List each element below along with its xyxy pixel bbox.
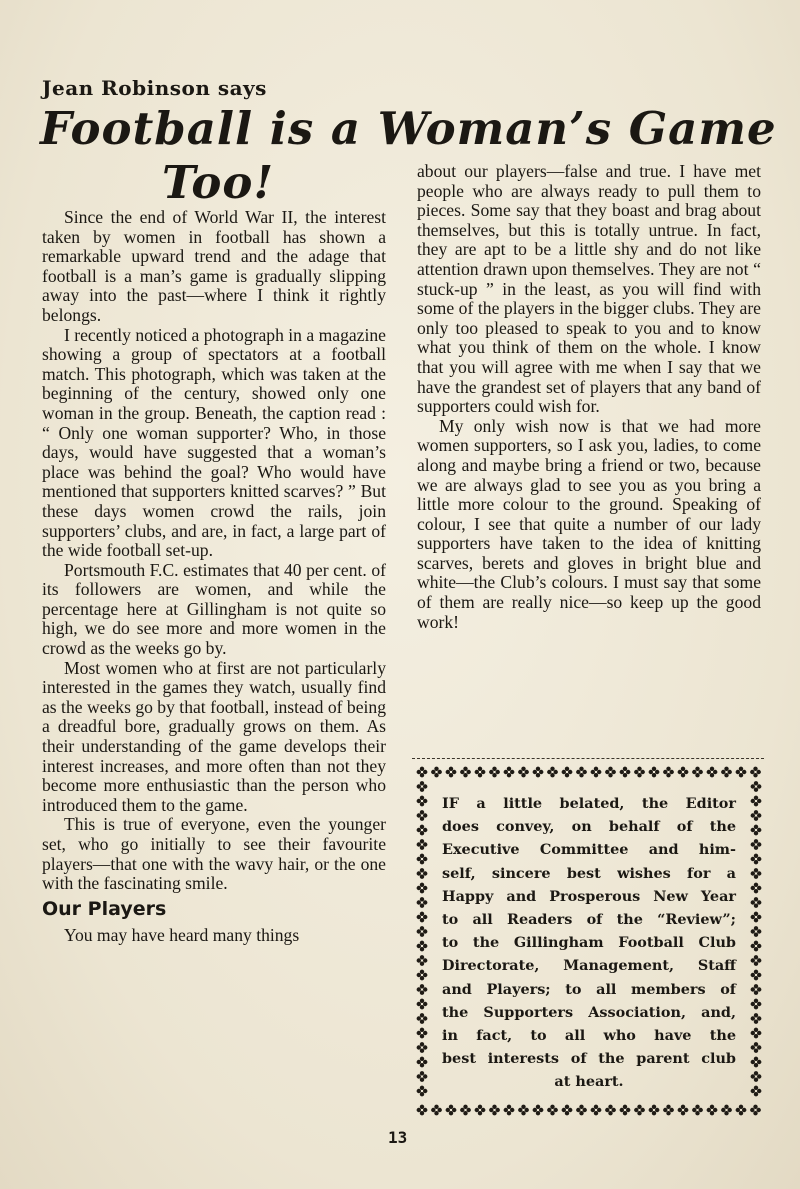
ornament-icon xyxy=(417,781,428,792)
notice-line: does convey, on behalf of the xyxy=(442,818,736,836)
article-title-continued: Too! xyxy=(162,156,275,209)
ornament-icon xyxy=(417,999,428,1010)
ornament-icon xyxy=(417,897,428,908)
ornament-icon xyxy=(417,970,428,981)
ornament-icon xyxy=(591,767,602,778)
ornament-icon xyxy=(707,767,718,778)
editor-notice-box xyxy=(414,764,764,1118)
ornament-icon xyxy=(417,868,428,879)
ornament-icon xyxy=(446,767,457,778)
ornament-icon xyxy=(475,1105,486,1116)
ornament-icon xyxy=(751,984,762,995)
ornament-icon xyxy=(751,883,762,894)
ornament-icon xyxy=(417,1086,428,1097)
ornament-icon xyxy=(417,839,428,850)
ornament-icon xyxy=(417,1013,428,1024)
notice-line: IF a little belated, the Editor xyxy=(442,795,736,812)
ornament-icon xyxy=(518,767,529,778)
ornament-icon xyxy=(649,1105,660,1116)
ornament-icon xyxy=(751,839,762,850)
left-column xyxy=(42,208,386,945)
ornament-icon xyxy=(605,767,616,778)
ornament-icon xyxy=(721,767,732,778)
ornament-icon xyxy=(663,767,674,778)
paragraph: You may have heard many things xyxy=(64,924,300,945)
ornament-icon xyxy=(417,810,428,821)
ornament-icon xyxy=(417,912,428,923)
page-number: 13 xyxy=(388,1128,408,1147)
ornament-icon xyxy=(417,796,428,807)
ornament-icon xyxy=(431,1105,442,1116)
article-title: Football is a Woman’s Game xyxy=(40,102,777,155)
ornament-icon xyxy=(750,767,761,778)
ornament-icon xyxy=(678,1105,689,1116)
paragraph: I recently noticed a photograph in a magazine showing a group of spectators at a football match. This photograph, which was taken at the beginning of the century, showed only one woman in the group. Beneath, the caption read : “ Only one woman supporter? Who, in those days, would have suggested that a woman’s place was behind the goal? Who would have mentioned that supporters knitted scarves? ” But these days women crowd the rails, join supporters’ clubs, and are, in fact, a large part of the wide football set-up. xyxy=(42,324,386,561)
ornament-icon xyxy=(417,941,428,952)
ornament-icon xyxy=(721,1105,732,1116)
paragraph: Most women who at first are not particularly interested in the games they watch, usually find as the weeks go by that football, instead of being a dreadful bore, gradually grows on them. As their understanding of the game develops their interest increases, and more often than not they become more enthusiastic than the person who introduced them to the game. xyxy=(42,657,386,815)
notice-line: Executive Committee and him- xyxy=(442,841,736,859)
notice-line: the Supporters Association, and, xyxy=(442,1003,736,1021)
ornament-icon xyxy=(489,767,500,778)
ornament-icon xyxy=(460,1105,471,1116)
article-byline: Jean Robinson says xyxy=(42,76,267,100)
paragraph: My only wish now is that we had more women supporters, so I ask you, ladies, to come along and maybe bring a friend or two, because we are always glad to see you as you bring a little more colour to the ground. Speaking of colour, I see that quite a number of our lady supporters have taken to the idea of knitting scarves, berets and gloves in bright blue and white—the Club’s colours. I must say that some of them are really nice—so keep up the good work! xyxy=(417,415,761,632)
notice-line: to the Gillingham Football Club xyxy=(442,934,736,952)
notice-line: Happy and Prosperous New Year xyxy=(442,887,736,905)
ornament-icon xyxy=(736,767,747,778)
ornament-icon xyxy=(489,1105,500,1116)
ornament-icon xyxy=(605,1105,616,1116)
ornament-icon xyxy=(576,767,587,778)
notice-line: best interests of the parent club xyxy=(442,1050,736,1068)
ornament-icon xyxy=(707,1105,718,1116)
ornament-icon xyxy=(751,868,762,879)
paragraph: about our players—false and true. I have met people who are always ready to pull them to pieces. Some say that they boast and brag about themselves, but this is totally untrue. In fact, they are apt to be a little shy and do not like attention drawn upon themselves. They are not “ stuck-up ” in the least, as you will find with some of the players in the bigger clubs. They are only too pleased to speak to you and to know what you think of them on the whole. I know that you will agree with me when I say that we have the grandest set of players that any band of supporters could wish for. xyxy=(417,161,761,417)
paragraph: Since the end of World War II, the interest taken by women in football has shown a remarkable upward trend and the adage that football is a man’s game is gradually slipping away into the past—where I think it rightly belongs. xyxy=(42,207,386,325)
ornament-icon xyxy=(475,767,486,778)
ornament-icon xyxy=(751,854,762,865)
ornament-icon xyxy=(417,854,428,865)
ornament-icon xyxy=(751,926,762,937)
notice-line: self, sincere best wishes for a xyxy=(442,864,736,882)
ornament-icon xyxy=(751,1013,762,1024)
ornament-icon xyxy=(751,999,762,1010)
ornament-icon xyxy=(751,897,762,908)
ornament-icon xyxy=(649,767,660,778)
ornament-icon xyxy=(417,767,428,778)
ornament-icon xyxy=(576,1105,587,1116)
paragraph: This is true of everyone, even the younger set, who go initially to see their favourite players—that one with the wavy hair, or the one with the fascinating smile. xyxy=(42,814,386,894)
ornament-icon xyxy=(518,1105,529,1116)
editor-notice-text xyxy=(442,792,736,1094)
ornament-icon xyxy=(751,810,762,821)
ornament-icon xyxy=(417,926,428,937)
ornament-icon xyxy=(634,767,645,778)
ornament-icon xyxy=(663,1105,674,1116)
ornament-icon xyxy=(751,912,762,923)
ornament-icon xyxy=(751,1042,762,1053)
ornament-icon xyxy=(562,1105,573,1116)
notice-line: Directorate, Management, Staff xyxy=(442,957,736,975)
ornament-icon xyxy=(533,767,544,778)
ornament-icon xyxy=(431,767,442,778)
ornament-icon xyxy=(417,1028,428,1039)
ornament-icon xyxy=(562,767,573,778)
ornament-icon xyxy=(591,1105,602,1116)
ornament-icon xyxy=(547,767,558,778)
ornament-icon xyxy=(504,1105,515,1116)
ornament-icon xyxy=(547,1105,558,1116)
right-column xyxy=(417,162,761,632)
ornament-icon xyxy=(751,941,762,952)
ornament-icon xyxy=(678,767,689,778)
ornament-icon xyxy=(417,825,428,836)
ornament-icon xyxy=(417,955,428,966)
ornament-icon xyxy=(751,970,762,981)
ornament-icon xyxy=(751,955,762,966)
ornament-icon xyxy=(751,1086,762,1097)
ornament-icon xyxy=(751,1071,762,1082)
ornament-icon xyxy=(692,767,703,778)
ornament-icon xyxy=(417,883,428,894)
ornament-icon xyxy=(460,767,471,778)
ornament-icon xyxy=(417,984,428,995)
notice-line: to all Readers of the “Review”; xyxy=(442,911,736,929)
notice-line: at heart. xyxy=(554,1073,624,1091)
paragraph: Portsmouth F.C. estimates that 40 per cent. of its followers are women, and while the percentage here at Gillingham is not quite so high, we do see more and more women in the crowd as the weeks go by. xyxy=(42,559,386,659)
ornament-icon xyxy=(634,1105,645,1116)
ornament-icon xyxy=(446,1105,457,1116)
ornament-icon xyxy=(736,1105,747,1116)
ornament-icon xyxy=(417,1071,428,1082)
ornament-icon xyxy=(620,767,631,778)
section-divider xyxy=(412,758,764,759)
ornament-icon xyxy=(751,796,762,807)
ornament-icon xyxy=(504,767,515,778)
ornament-icon xyxy=(417,1105,428,1116)
notice-line: in fact, to all who have the xyxy=(442,1027,736,1045)
ornament-icon xyxy=(751,781,762,792)
notice-line: and Players; to all members of xyxy=(442,980,736,998)
ornament-icon xyxy=(751,1028,762,1039)
ornament-icon xyxy=(533,1105,544,1116)
ornament-icon xyxy=(750,1105,761,1116)
ornament-icon xyxy=(692,1105,703,1116)
ornament-icon xyxy=(417,1057,428,1068)
ornament-icon xyxy=(751,1057,762,1068)
ornament-icon xyxy=(417,1042,428,1053)
section-heading: Our Players xyxy=(42,897,167,920)
ornament-icon xyxy=(620,1105,631,1116)
ornament-icon xyxy=(751,825,762,836)
